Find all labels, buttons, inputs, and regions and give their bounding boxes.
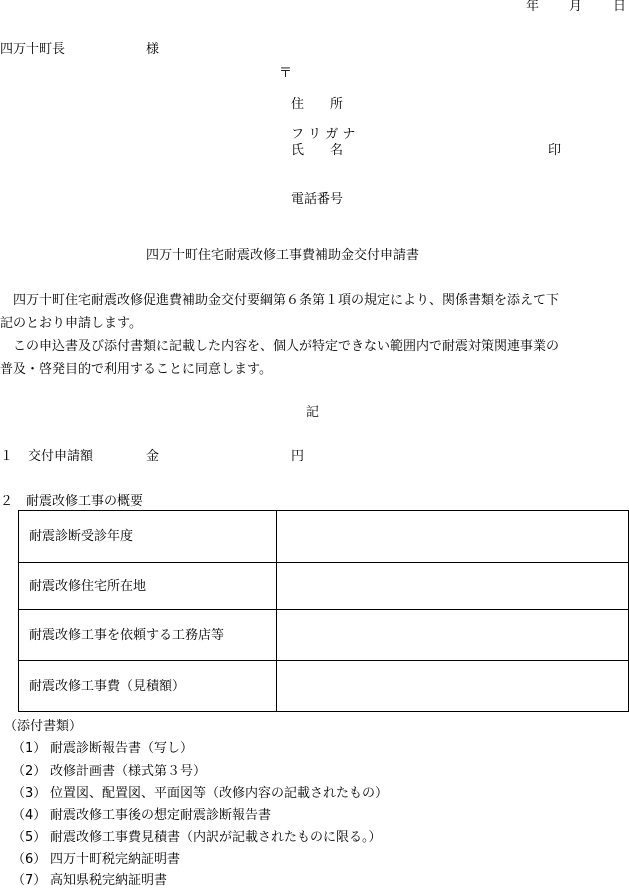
- body-line-2: 記のとおり申請します。: [0, 316, 142, 331]
- list-item-number: （5）: [12, 830, 47, 845]
- row-label: 耐震改修住宅所在地: [19, 563, 277, 610]
- section1-prefix: 金: [146, 449, 160, 464]
- body-line-4: 普及・啓発目的で利用することに同意します。: [0, 362, 272, 377]
- addressee: 四万十町長: [0, 42, 66, 57]
- section1-label: 交付申請額: [28, 449, 94, 464]
- list-item-number: （4）: [12, 808, 47, 823]
- list-item: [12, 809, 271, 822]
- section1-number: １: [0, 449, 14, 464]
- table-row: [19, 661, 629, 712]
- list-item-text: 耐震診断報告書（写し）: [50, 741, 194, 756]
- list-item-text: 高知県税完納証明書: [50, 873, 168, 888]
- body-line-3: この申込書及び添付書類に記載した内容を、個人が特定できない範囲内で耐震対策関連事業の: [0, 339, 560, 354]
- list-item-text: 耐震改修工事費見積書（内訳が記載されたものに限る。）: [50, 830, 382, 845]
- list-item-text: 耐震改修工事後の想定耐震診断報告書: [50, 808, 272, 823]
- postal-mark: 〒: [279, 66, 293, 81]
- list-item-text: 改修計画書（様式第３号）: [50, 764, 207, 779]
- section1-unit: 円: [291, 449, 305, 464]
- list-item: [12, 787, 388, 800]
- list-item-number: （2）: [12, 764, 47, 779]
- list-item: [12, 874, 167, 887]
- seal-label: 印: [548, 143, 562, 158]
- list-item-number: （7）: [12, 873, 47, 888]
- document-title: 四万十町住宅耐震改修工事費補助金交付申請書: [146, 248, 420, 263]
- overview-table: [18, 510, 629, 712]
- list-item: [12, 765, 206, 778]
- addressee-honorific: 様: [146, 42, 160, 57]
- address-label: 住 所: [291, 97, 344, 112]
- list-item: [12, 742, 193, 755]
- name-label: 氏 名: [291, 143, 344, 158]
- list-item-text: 位置図、配置図、平面図等（改修内容の記載されたもの）: [50, 786, 389, 801]
- row-label: 耐震診断受診年度: [19, 511, 277, 563]
- row-value-field[interactable]: [277, 563, 629, 610]
- list-item: [12, 853, 180, 866]
- date-month-label: 月: [569, 0, 583, 14]
- row-label: 耐震改修工事費（見積額）: [19, 661, 277, 712]
- list-item-text: 四万十町税完納証明書: [50, 852, 181, 867]
- date-day-label: 日: [613, 0, 627, 14]
- row-label: 耐震改修工事を依頼する工務店等: [19, 610, 277, 661]
- attachments-heading: （添付書類）: [4, 719, 83, 734]
- section2-heading: ２ 耐震改修工事の概要: [0, 494, 144, 509]
- table-row: [19, 610, 629, 661]
- row-value-field[interactable]: [277, 661, 629, 712]
- phone-label: 電話番号: [291, 192, 344, 207]
- ki-marker: 記: [306, 405, 320, 420]
- body-line-1: 四万十町住宅耐震改修促進費補助金交付要綱第６条第１項の規定により、関係書類を添えて下: [0, 293, 560, 308]
- list-item-number: （6）: [12, 852, 47, 867]
- row-value-field[interactable]: [277, 511, 629, 563]
- list-item-number: （3）: [12, 786, 47, 801]
- list-item: [12, 831, 382, 844]
- date-year-label: 年: [526, 0, 540, 14]
- furigana-label: フ リ ガ ナ: [291, 127, 356, 142]
- table-row: [19, 563, 629, 610]
- list-item-number: （1）: [12, 741, 47, 756]
- table-row: [19, 511, 629, 563]
- row-value-field[interactable]: [277, 610, 629, 661]
